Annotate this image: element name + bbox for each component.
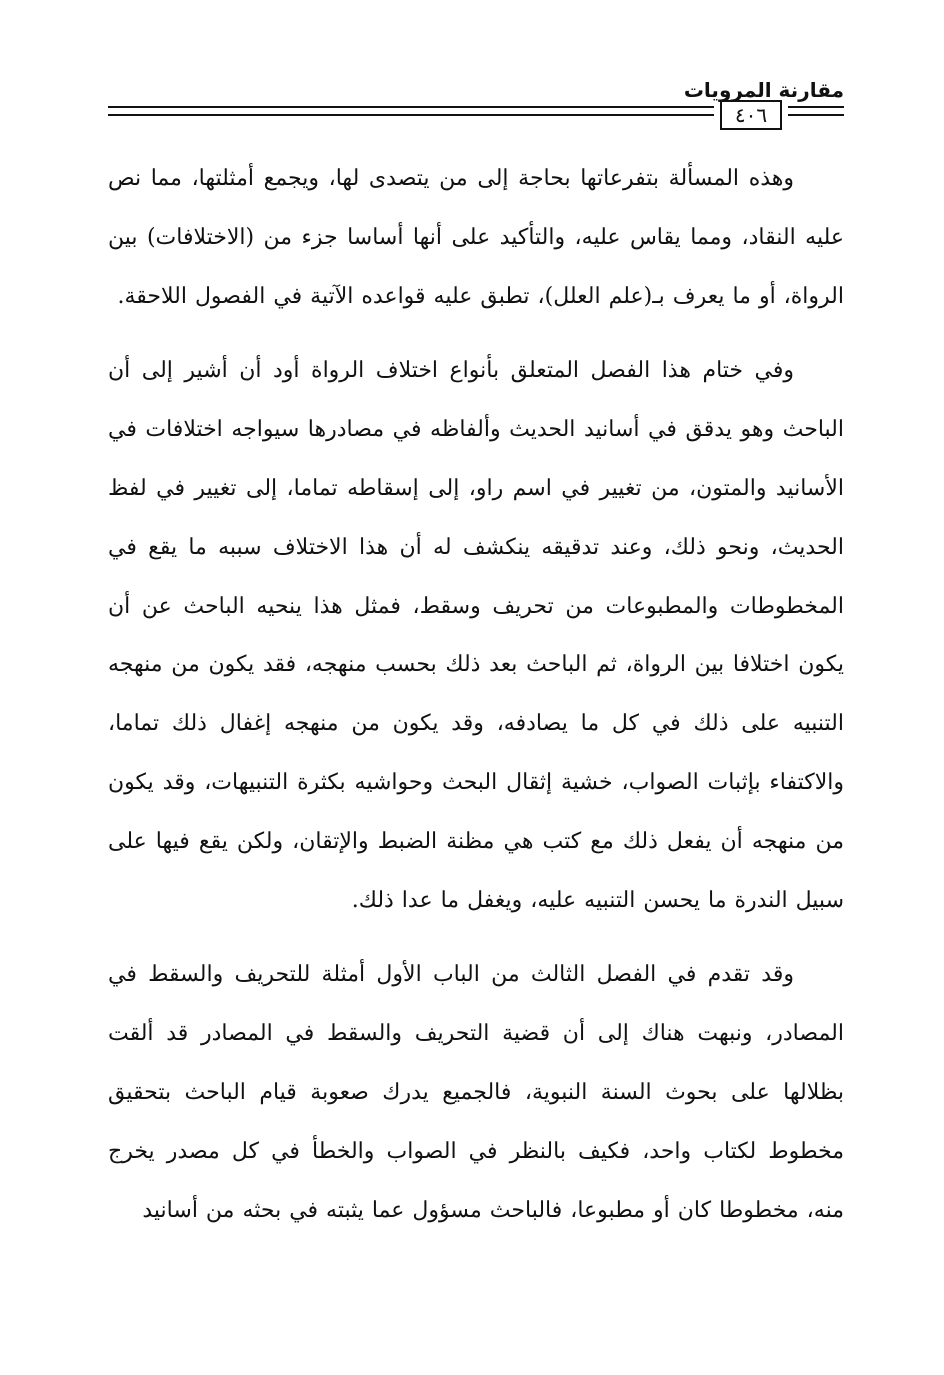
page-header bbox=[108, 78, 844, 138]
header-rule-bottom bbox=[108, 114, 714, 116]
header-rule-right-top bbox=[788, 106, 844, 108]
paragraph: وهذه المسألة بتفرعاتها بحاجة إلى من يتصدى لها، ويجمع أمثلتها، مما نص عليه النقاد، ومما يقاس عليه، والتأكيد على أنها أساسا جزء من (الاختلافات) بين الرواة، أو ما يعرف بـ(علم العلل)، تطبق عليه قواعده الآتية في الفصول اللاحقة. bbox=[108, 166, 844, 309]
header-rule-top bbox=[108, 106, 714, 108]
paragraph: وقد تقدم في الفصل الثالث من الباب الأول أمثلة للتحريف والسقط في المصادر، ونبهت هناك إلى أن قضية التحريف والسقط في المصادر قد ألقت بظلالها على بحوث السنة النبوية، فالجميع يدرك صعوبة قيام الباحث بتحقيق مخطوط لكتاب واحد، فكيف بالنظر في الصواب والخطأ في كل مصدر يخرج منه، مخطوطا كان أو مطبوعا، فالباحث مسؤول عما يثبته في بحثه من أسانيد bbox=[108, 962, 844, 1223]
running-head-title: مقارنة المرويات bbox=[683, 78, 844, 102]
page-number: ٤٠٦ bbox=[720, 100, 782, 130]
paragraph: وفي ختام هذا الفصل المتعلق بأنواع اختلاف الرواة أود أن أشير إلى أن الباحث وهو يدقق في أسانيد الحديث وألفاظه في مصادرها سيواجه اختلافات في الأسانيد والمتون، من تغيير في اسم راو، إلى إسقاطه تماما، إلى تغيير في لفظ الحديث، ونحو ذلك، وعند تدقيقه ينكشف له أن هذا الاختلاف سببه ما يقع في المخطوطات والمطبوعات من تحريف وسقط، فمثل هذا ينحيه الباحث عن أن يكون اختلافا بين الرواة، ثم الباحث بعد ذلك بحسب منهجه، فقد يكون من منهجه التنبيه على ذلك في كل ما يصادفه، وقد يكون من منهجه إغفال ذلك تماما، والاكتفاء بإثبات الصواب، خشية إثقال البحث وحواشيه بكثرة التنبيهات، وقد يكون من منهجه أن يفعل ذلك مع كتب هي مظنة الضبط والإتقان، ولكن يقع فيها على سبيل الندرة ما يحسن التنبيه عليه، ويغفل ما عدا ذلك. bbox=[108, 358, 844, 913]
page-body bbox=[108, 150, 844, 1240]
header-rule-right-bottom bbox=[788, 114, 844, 116]
